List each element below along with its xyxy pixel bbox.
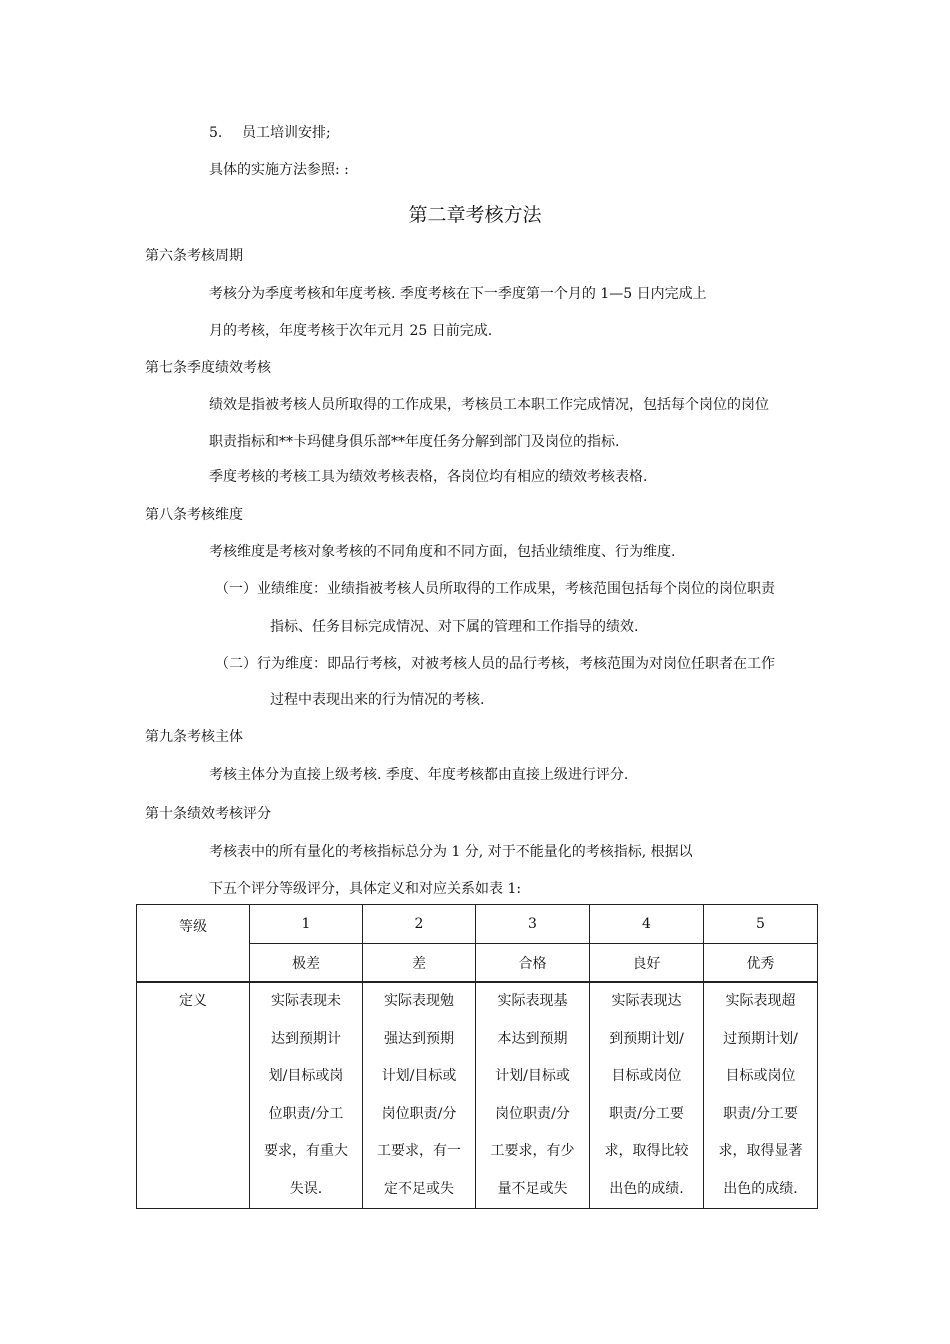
definition-line: 职责/分工要 — [723, 1105, 798, 1122]
article-8-item-2-cont: 过程中表现出来的行为情况的考核. — [270, 692, 485, 708]
article-7-line-1: 绩效是指被考核人员所取得的工作成果，考核员工本职工作完成情况，包括每个岗位的岗位 — [209, 397, 769, 413]
article-8-intro: 考核维度是考核对象考核的不同角度和不同方面，包括业绩维度、行为维度. — [209, 544, 676, 560]
grade-label: 等级 — [179, 919, 207, 935]
definition-line: 失误. — [289, 1180, 323, 1197]
level-cell: 5 — [704, 905, 818, 944]
article-10-line-2: 下五个评分等级评分，具体定义和对应关系如表 1: — [209, 881, 522, 897]
definition-line: 位职责/分工 — [268, 1105, 344, 1122]
definition-line: 实际表现达 — [611, 993, 682, 1009]
definition-line: 到预期计划/ — [609, 1030, 684, 1047]
reference-line: 具体的实施方法参照: : — [209, 162, 349, 178]
definition-line: 计划/目标或 — [495, 1068, 570, 1084]
definition-line: 岗位职责/分 — [495, 1105, 570, 1122]
level-name-cell: 合格 — [476, 944, 590, 983]
definition-line: 求，取得比较 — [604, 1143, 689, 1159]
definition-line: 工要求，有一 — [377, 1143, 461, 1159]
grade-label-cell — [137, 905, 250, 983]
article-8-item-1-cont: 指标、任务目标完成情况、对下属的管理和工作指导的绩效. — [270, 619, 639, 635]
article-8-item-2: （二）行为维度：即品行考核，对被考核人员的品行考核，考核范围为对岗位任职者在工作 — [215, 656, 775, 672]
definition-cell — [363, 982, 476, 1209]
definition-line: 目标或岗位 — [725, 1068, 796, 1084]
definition-cell — [476, 982, 590, 1209]
grade-table — [136, 904, 818, 1209]
level-cell: 1 — [250, 905, 363, 944]
article-6-line-2: 月的考核，年度考核于次年元月 25 日前完成. — [209, 323, 493, 339]
definition-line: 强达到预期 — [384, 1030, 454, 1047]
article-7-line-3: 季度考核的考核工具为绩效考核表格，各岗位均有相应的绩效考核表格. — [209, 469, 648, 485]
definition-line: 实际表现基 — [497, 993, 568, 1009]
definition-line: 要求，有重大 — [264, 1143, 348, 1159]
article-6-line-1: 考核分为季度考核和年度考核. 季度考核在下一季度第一个月的 1—5 日内完成上 — [209, 286, 707, 302]
definition-line: 职责/分工要 — [609, 1105, 684, 1122]
level-cell: 2 — [363, 905, 476, 944]
level-name-cell: 极差 — [250, 944, 363, 983]
definition-label-cell — [137, 982, 250, 1209]
article-7-line-2: 职责指标和**卡玛健身俱乐部**年度任务分解到部门及岗位的指标. — [209, 434, 620, 450]
definition-line: 目标或岗位 — [611, 1068, 682, 1084]
definition-line: 出色的成绩. — [723, 1180, 798, 1197]
definition-cell — [704, 982, 818, 1209]
article-8-heading: 第八条考核维度 — [145, 507, 243, 523]
article-7-heading: 第七条季度绩效考核 — [145, 360, 271, 376]
definition-line: 量不足或失 — [497, 1180, 568, 1197]
level-name-cell: 差 — [363, 944, 476, 983]
definition-line: 本达到预期 — [497, 1030, 568, 1047]
list-text: 员工培训安排; — [242, 125, 331, 141]
table-row — [137, 982, 818, 1209]
article-10-line-1: 考核表中的所有量化的考核指标总分为 1 分, 对于不能量化的考核指标, 根据以 — [209, 844, 693, 860]
definition-line: 划/目标或岗 — [268, 1068, 344, 1084]
definition-cell — [590, 982, 704, 1209]
chapter-title: 第二章考核方法 — [408, 204, 542, 226]
definition-line: 实际表现勉 — [384, 993, 454, 1009]
definition-line: 定不足或失 — [384, 1180, 454, 1197]
definition-line: 实际表现未 — [271, 993, 341, 1009]
article-9-heading: 第九条考核主体 — [145, 729, 243, 745]
definition-cell — [250, 982, 363, 1209]
table-row — [137, 905, 818, 944]
definition-line: 实际表现超 — [725, 993, 796, 1009]
definition-line: 工要求，有少 — [490, 1143, 575, 1159]
article-9-line-1: 考核主体分为直接上级考核. 季度、年度考核都由直接上级进行评分. — [209, 767, 629, 783]
definition-line: 计划/目标或 — [381, 1068, 457, 1084]
article-6-heading: 第六条考核周期 — [145, 248, 243, 264]
definition-line: 出色的成绩. — [609, 1180, 684, 1197]
definition-line: 过预期计划/ — [723, 1030, 798, 1047]
level-name-cell: 优秀 — [704, 944, 818, 983]
article-8-item-1: （一）业绩维度：业绩指被考核人员所取得的工作成果，考核范围包括每个岗位的岗位职责 — [215, 581, 775, 597]
level-cell: 4 — [590, 905, 704, 944]
level-name-cell: 良好 — [590, 944, 704, 983]
definition-line: 达到预期计 — [271, 1030, 341, 1047]
level-cell: 3 — [476, 905, 590, 944]
definition-label: 定义 — [179, 993, 207, 1009]
definition-line: 求，取得显著 — [718, 1143, 803, 1159]
list-number: 5. — [209, 125, 223, 141]
definition-line: 岗位职责/分 — [381, 1105, 457, 1122]
article-10-heading: 第十条绩效考核评分 — [145, 806, 271, 822]
